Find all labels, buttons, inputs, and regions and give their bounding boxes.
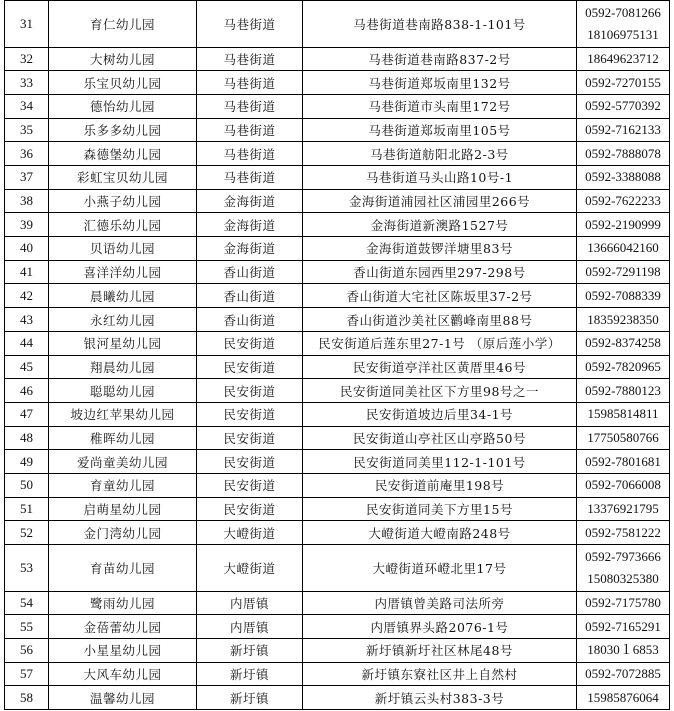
table-row (5, 379, 670, 403)
phone-number: 0592-7081266 (585, 4, 661, 20)
kindergarten-name-cell: 森德堡幼儿园 (49, 142, 197, 166)
address-cell: 大嶝街道大嶝南路248号 (303, 521, 577, 545)
row-number-cell: 44 (5, 331, 49, 355)
kindergarten-name-cell: 大树幼儿园 (49, 47, 197, 71)
address-cell: 马巷街道舫阳北路2-3号 (303, 142, 577, 166)
table-row (5, 615, 670, 639)
row-number-cell: 46 (5, 379, 49, 403)
row-number-cell: 38 (5, 189, 49, 213)
address-cell: 马巷街道巷南路838-1-101号 (303, 1, 577, 48)
address-cell: 金海街道鼓锣洋塘里83号 (303, 237, 577, 261)
kindergarten-name-cell: 稚晖幼儿园 (49, 426, 197, 450)
row-number-cell: 56 (5, 639, 49, 663)
kindergarten-name-cell: 小燕子幼儿园 (49, 189, 197, 213)
kindergarten-name-cell: 育童幼儿园 (49, 473, 197, 497)
street-cell: 内厝镇 (197, 615, 303, 639)
phone-number: 13666042160 (587, 240, 659, 256)
phone-number: 0592-7622233 (585, 193, 661, 209)
phone-cell (577, 379, 670, 403)
kindergarten-name-cell: 鹭雨幼儿园 (49, 591, 197, 615)
phone-cell (577, 237, 670, 261)
table-row (5, 355, 670, 379)
phone-number: 0592-7801681 (585, 453, 661, 469)
table-row (5, 662, 670, 686)
address-cell: 马巷街道市头南里172号 (303, 94, 577, 118)
phone-number: 0592-7880123 (585, 382, 661, 398)
street-cell: 大嶝街道 (197, 545, 303, 592)
street-cell: 新圩镇 (197, 662, 303, 686)
row-number-cell: 34 (5, 94, 49, 118)
address-cell: 马巷街道郑坂南里105号 (303, 118, 577, 142)
street-cell: 香山街道 (197, 308, 303, 332)
row-number-cell: 37 (5, 166, 49, 190)
phone-number: 0592-7270155 (585, 74, 661, 90)
phone-cell (577, 189, 670, 213)
address-cell: 香山街道大宅社区陈坂里37-2号 (303, 284, 577, 308)
row-number-cell: 53 (5, 545, 49, 592)
address-cell: 马巷街道郑坂南里132号 (303, 71, 577, 95)
phone-cell (577, 591, 670, 615)
phone-cell (577, 545, 670, 592)
phone-cell (577, 402, 670, 426)
phone-number: 18106975131 (587, 26, 659, 42)
phone-cell (577, 213, 670, 237)
table-row (5, 284, 670, 308)
phone-number: 0592-7175780 (585, 594, 661, 610)
street-cell: 金海街道 (197, 189, 303, 213)
phone-number: 0592-7072885 (585, 666, 661, 682)
kindergarten-name-cell: 翔晨幼儿园 (49, 355, 197, 379)
street-cell: 民安街道 (197, 402, 303, 426)
phone-number: 0592-7820965 (585, 358, 661, 374)
address-cell: 马巷街道马头山路10号-1 (303, 166, 577, 190)
phone-number: 18649623712 (587, 50, 659, 66)
street-cell: 内厝镇 (197, 591, 303, 615)
table-row (5, 686, 670, 710)
table-row (5, 166, 670, 190)
kindergarten-name-cell: 坡边红苹果幼儿园 (49, 402, 197, 426)
row-number-cell: 31 (5, 1, 49, 48)
address-cell: 新圩镇云头村383-3号 (303, 686, 577, 710)
phone-cell (577, 355, 670, 379)
row-number-cell: 42 (5, 284, 49, 308)
row-number-cell: 36 (5, 142, 49, 166)
table-row (5, 142, 670, 166)
address-cell: 民安街道同美里112-1-101号 (303, 450, 577, 474)
row-number-cell: 58 (5, 686, 49, 710)
phone-cell (577, 308, 670, 332)
row-number-cell: 52 (5, 521, 49, 545)
kindergarten-table (4, 0, 670, 710)
phone-number: 0592-7581222 (585, 524, 661, 540)
table-row (5, 402, 670, 426)
table-row (5, 213, 670, 237)
table-row (5, 47, 670, 71)
row-number-cell: 33 (5, 71, 49, 95)
phone-cell (577, 47, 670, 71)
kindergarten-name-cell: 金门湾幼儿园 (49, 521, 197, 545)
row-number-cell: 51 (5, 497, 49, 521)
phone-number: 0592-7165291 (585, 618, 661, 634)
street-cell: 香山街道 (197, 260, 303, 284)
address-cell: 民安街道同美社区下方里98号之一 (303, 379, 577, 403)
phone-number: 0592-2190999 (585, 216, 661, 232)
phone-number: 0592-7066008 (585, 477, 661, 493)
table-row (5, 545, 670, 592)
phone-number: 15985876064 (587, 689, 659, 705)
phone-number: 17750580766 (587, 429, 659, 445)
phone-cell (577, 686, 670, 710)
phone-number: 18030１6853 (587, 642, 659, 658)
street-cell: 金海街道 (197, 213, 303, 237)
phone-number: 0592-7088339 (585, 287, 661, 303)
kindergarten-name-cell: 德怡幼儿园 (49, 94, 197, 118)
kindergarten-name-cell: 贝语幼儿园 (49, 237, 197, 261)
phone-number: 18359238350 (587, 311, 659, 327)
phone-number: 0592-7888078 (585, 145, 661, 161)
phone-cell (577, 615, 670, 639)
row-number-cell: 57 (5, 662, 49, 686)
street-cell: 民安街道 (197, 426, 303, 450)
table-row (5, 331, 670, 355)
address-cell: 香山街道沙美社区鹳峰南里88号 (303, 308, 577, 332)
row-number-cell: 39 (5, 213, 49, 237)
kindergarten-name-cell: 永红幼儿园 (49, 308, 197, 332)
phone-cell (577, 662, 670, 686)
street-cell: 民安街道 (197, 497, 303, 521)
phone-number: 15080325380 (587, 570, 659, 586)
table-row (5, 71, 670, 95)
phone-number: 15985814811 (587, 406, 659, 422)
phone-number: 0592-3388088 (585, 169, 661, 185)
kindergarten-name-cell: 乐多多幼儿园 (49, 118, 197, 142)
street-cell: 马巷街道 (197, 71, 303, 95)
kindergarten-name-cell: 乐宝贝幼儿园 (49, 71, 197, 95)
table-row (5, 118, 670, 142)
address-cell: 民安街道坡边后里34-1号 (303, 402, 577, 426)
kindergarten-name-cell: 启萌星幼儿园 (49, 497, 197, 521)
table-row (5, 521, 670, 545)
table-row (5, 308, 670, 332)
table-body (5, 1, 670, 710)
street-cell: 马巷街道 (197, 1, 303, 48)
kindergarten-name-cell: 小星星幼儿园 (49, 639, 197, 663)
street-cell: 马巷街道 (197, 118, 303, 142)
address-cell: 民安街道前庵里198号 (303, 473, 577, 497)
kindergarten-name-cell: 金蓓蕾幼儿园 (49, 615, 197, 639)
kindergarten-name-cell: 彩虹宝贝幼儿园 (49, 166, 197, 190)
phone-cell (577, 521, 670, 545)
street-cell: 民安街道 (197, 355, 303, 379)
address-cell: 大嶝街道环嶝北里17号 (303, 545, 577, 592)
address-cell: 民安街道山亭社区山亭路50号 (303, 426, 577, 450)
kindergarten-name-cell: 育苗幼儿园 (49, 545, 197, 592)
phone-cell (577, 450, 670, 474)
kindergarten-name-cell: 喜洋洋幼儿园 (49, 260, 197, 284)
street-cell: 大嶝街道 (197, 521, 303, 545)
phone-cell (577, 639, 670, 663)
address-cell: 民安街道后莲东里27-1号 （原后莲小学） (303, 331, 577, 355)
row-number-cell: 55 (5, 615, 49, 639)
phone-cell (577, 497, 670, 521)
street-cell: 马巷街道 (197, 94, 303, 118)
street-cell: 马巷街道 (197, 47, 303, 71)
phone-number: 0592-7291198 (585, 264, 661, 280)
table-row (5, 260, 670, 284)
phone-number: 0592-7162133 (585, 122, 661, 137)
street-cell: 民安街道 (197, 379, 303, 403)
phone-cell (577, 142, 670, 166)
phone-cell (577, 71, 670, 95)
address-cell: 民安街道亭洋社区黄厝里46号 (303, 355, 577, 379)
table-row (5, 426, 670, 450)
kindergarten-name-cell: 大风车幼儿园 (49, 662, 197, 686)
table-row (5, 591, 670, 615)
table-row (5, 94, 670, 118)
row-number-cell: 54 (5, 591, 49, 615)
address-cell: 金海街道新澳路1527号 (303, 213, 577, 237)
address-cell: 民安街道同美下方里15号 (303, 497, 577, 521)
phone-cell (577, 166, 670, 190)
table-row (5, 237, 670, 261)
street-cell: 民安街道 (197, 450, 303, 474)
kindergarten-name-cell: 聪聪幼儿园 (49, 379, 197, 403)
phone-number: 0592-5770392 (585, 98, 661, 114)
address-cell: 香山街道东园西里297-298号 (303, 260, 577, 284)
street-cell: 新圩镇 (197, 686, 303, 710)
address-cell: 内厝镇界头路2076-1号 (303, 615, 577, 639)
row-number-cell: 40 (5, 237, 49, 261)
table-row (5, 639, 670, 663)
table-row (5, 497, 670, 521)
kindergarten-name-cell: 银河星幼儿园 (49, 331, 197, 355)
phone-cell (577, 426, 670, 450)
phone-cell (577, 260, 670, 284)
row-number-cell: 41 (5, 260, 49, 284)
kindergarten-name-cell: 温馨幼儿园 (49, 686, 197, 710)
table-row (5, 450, 670, 474)
phone-number: 0592-7973666 (585, 548, 661, 564)
row-number-cell: 49 (5, 450, 49, 474)
table-row (5, 1, 670, 48)
phone-number: 13376921795 (587, 501, 659, 516)
street-cell: 香山街道 (197, 284, 303, 308)
phone-cell (577, 331, 670, 355)
kindergarten-name-cell: 爱尚童美幼儿园 (49, 450, 197, 474)
street-cell: 马巷街道 (197, 166, 303, 190)
row-number-cell: 35 (5, 118, 49, 142)
phone-cell (577, 284, 670, 308)
phone-cell (577, 473, 670, 497)
address-cell: 新圩镇新圩社区林尾48号 (303, 639, 577, 663)
phone-cell (577, 94, 670, 118)
table-row (5, 189, 670, 213)
street-cell: 金海街道 (197, 237, 303, 261)
address-cell: 新圩镇东寮社区井上自然村 (303, 662, 577, 686)
address-cell: 金海街道浦园社区浦园里266号 (303, 189, 577, 213)
street-cell: 民安街道 (197, 473, 303, 497)
kindergarten-name-cell: 汇德乐幼儿园 (49, 213, 197, 237)
row-number-cell: 50 (5, 473, 49, 497)
row-number-cell: 45 (5, 355, 49, 379)
row-number-cell: 32 (5, 47, 49, 71)
address-cell: 马巷街道巷南路837-2号 (303, 47, 577, 71)
street-cell: 民安街道 (197, 331, 303, 355)
row-number-cell: 48 (5, 426, 49, 450)
kindergarten-name-cell: 育仁幼儿园 (49, 1, 197, 48)
phone-cell (577, 1, 670, 48)
row-number-cell: 43 (5, 308, 49, 332)
street-cell: 马巷街道 (197, 142, 303, 166)
phone-number: 0592-8374258 (585, 335, 661, 351)
table-row (5, 473, 670, 497)
kindergarten-name-cell: 晨曦幼儿园 (49, 284, 197, 308)
phone-cell (577, 118, 670, 142)
row-number-cell: 47 (5, 402, 49, 426)
street-cell: 新圩镇 (197, 639, 303, 663)
address-cell: 内厝镇曾美路司法所旁 (303, 591, 577, 615)
